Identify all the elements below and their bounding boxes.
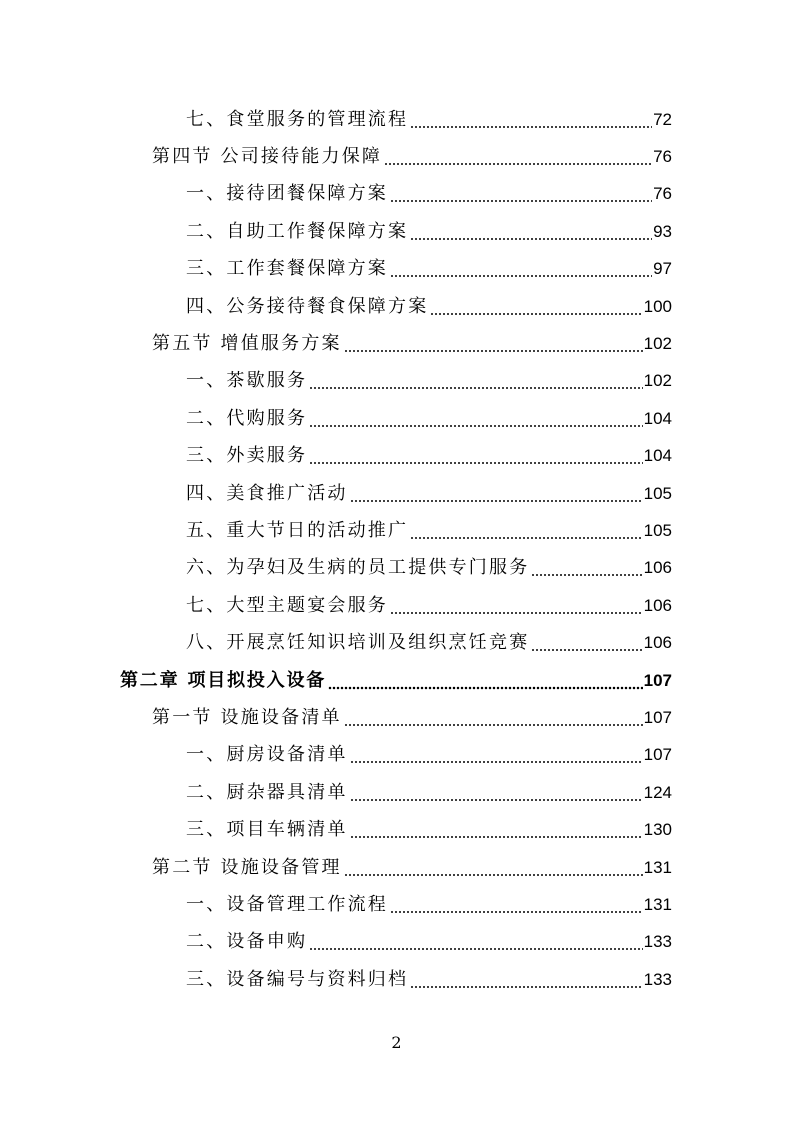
toc-section-entry[interactable]: [152, 699, 672, 736]
toc-item-entry[interactable]: [186, 438, 672, 475]
toc-dot-leader: [410, 112, 652, 134]
toc-entry-page-number: 93: [653, 221, 672, 241]
toc-entry-label: 二、设备申购: [186, 931, 308, 953]
toc-entry-label: 第五节 增值服务方案: [152, 333, 342, 355]
toc-entry-page-number: 104: [643, 408, 672, 428]
toc-entry-label: 三、设备编号与资料归档: [186, 968, 409, 990]
page-number: 2: [391, 1033, 402, 1052]
toc-entry-label: 五、重大节日的活动推广: [186, 519, 409, 541]
toc-entry-page-number: 133: [643, 969, 672, 989]
toc-dot-leader: [350, 822, 643, 844]
toc-dot-leader: [390, 186, 652, 208]
toc-entry-page-number: 124: [643, 782, 672, 802]
toc-item-entry[interactable]: [186, 924, 672, 961]
toc-entry-label: 六、为孕妇及生病的员工提供专门服务: [186, 557, 530, 579]
toc-entry-page-number: 106: [643, 633, 672, 653]
toc-dot-leader: [350, 486, 643, 508]
toc-entry-label: 三、工作套餐保障方案: [186, 258, 388, 280]
toc-entry-label: 第四节 公司接待能力保障: [152, 146, 383, 168]
toc-entry-label: 三、项目车辆清单: [186, 819, 348, 841]
toc-item-entry[interactable]: [186, 288, 672, 325]
toc-chapter-entry[interactable]: [120, 662, 672, 699]
toc-entry-label: 一、接待团餐保障方案: [186, 183, 388, 205]
toc-entry-label: 一、设备管理工作流程: [186, 893, 388, 915]
toc-dot-leader: [410, 972, 642, 994]
toc-item-entry[interactable]: [186, 475, 672, 512]
toc-item-entry[interactable]: [186, 400, 672, 437]
toc-item-entry[interactable]: [186, 251, 672, 288]
toc-entry-page-number: 107: [643, 670, 672, 690]
toc-dot-leader: [531, 560, 642, 582]
toc-item-entry[interactable]: [186, 886, 672, 923]
toc-entry-label: 八、开展烹饪知识培训及组织烹饪竞赛: [186, 632, 530, 654]
toc-entry-page-number: 131: [643, 857, 672, 877]
toc-entry-label: 四、美食推广活动: [186, 482, 348, 504]
toc-entry-page-number: 105: [643, 520, 672, 540]
toc-entry-page-number: 107: [643, 745, 672, 765]
toc-entry-page-number: 72: [653, 109, 672, 129]
toc-item-entry[interactable]: [186, 624, 672, 661]
toc-item-entry[interactable]: [186, 213, 672, 250]
toc-entry-page-number: 100: [643, 296, 672, 316]
toc-entry-page-number: 131: [643, 894, 672, 914]
toc-dot-leader: [410, 224, 652, 246]
toc-dot-leader: [390, 598, 643, 620]
toc-entry-page-number: 76: [653, 147, 672, 167]
toc-dot-leader: [328, 673, 643, 695]
toc-item-entry[interactable]: [186, 550, 672, 587]
toc-section-entry[interactable]: [152, 325, 672, 362]
toc-dot-leader: [410, 523, 642, 545]
toc-entry-page-number: 104: [643, 446, 672, 466]
toc-entry-label: 第二章 项目拟投入设备: [120, 669, 327, 691]
toc-entry-page-number: 107: [643, 707, 672, 727]
toc-dot-leader: [344, 336, 643, 358]
toc-item-entry[interactable]: [186, 176, 672, 213]
toc-dot-leader: [309, 411, 642, 433]
toc-section-entry[interactable]: [152, 138, 672, 175]
toc-entry-label: 二、代购服务: [186, 407, 308, 429]
toc-item-entry[interactable]: [186, 811, 672, 848]
toc-entry-page-number: 130: [643, 820, 672, 840]
toc-dot-leader: [344, 710, 643, 732]
toc-entry-page-number: 102: [643, 371, 672, 391]
toc-dot-leader: [390, 897, 643, 919]
toc-dot-leader: [309, 934, 642, 956]
toc-entry-label: 七、大型主题宴会服务: [186, 594, 388, 616]
toc-item-entry[interactable]: [186, 101, 672, 138]
toc-item-entry[interactable]: [186, 587, 672, 624]
toc-entry-page-number: 102: [643, 334, 672, 354]
toc-section-entry[interactable]: [152, 849, 672, 886]
toc-dot-leader: [344, 860, 643, 882]
toc-item-entry[interactable]: [186, 737, 672, 774]
toc-item-entry[interactable]: [186, 961, 672, 998]
toc-dot-leader: [309, 373, 642, 395]
toc-entry-page-number: 105: [643, 483, 672, 503]
table-of-contents: [0, 101, 793, 998]
toc-dot-leader: [350, 785, 643, 807]
toc-dot-leader: [309, 448, 642, 470]
toc-entry-page-number: 97: [653, 259, 672, 279]
toc-entry-label: 七、食堂服务的管理流程: [186, 108, 409, 130]
toc-entry-label: 三、外卖服务: [186, 445, 308, 467]
toc-item-entry[interactable]: [186, 774, 672, 811]
toc-dot-leader: [531, 635, 642, 657]
toc-entry-label: 一、茶歇服务: [186, 370, 308, 392]
toc-item-entry[interactable]: [186, 363, 672, 400]
toc-dot-leader: [350, 747, 643, 769]
toc-item-entry[interactable]: [186, 512, 672, 549]
toc-entry-label: 二、自助工作餐保障方案: [186, 220, 409, 242]
toc-entry-page-number: 106: [643, 558, 672, 578]
toc-entry-label: 四、公务接待餐食保障方案: [186, 295, 429, 317]
toc-entry-page-number: 133: [643, 932, 672, 952]
toc-entry-page-number: 106: [643, 595, 672, 615]
toc-entry-page-number: 76: [653, 184, 672, 204]
toc-dot-leader: [390, 261, 652, 283]
toc-entry-label: 二、厨杂器具清单: [186, 781, 348, 803]
toc-entry-label: 第二节 设施设备管理: [152, 856, 342, 878]
toc-entry-label: 第一节 设施设备清单: [152, 706, 342, 728]
toc-dot-leader: [384, 149, 652, 171]
toc-entry-label: 一、厨房设备清单: [186, 744, 348, 766]
toc-dot-leader: [430, 299, 642, 321]
